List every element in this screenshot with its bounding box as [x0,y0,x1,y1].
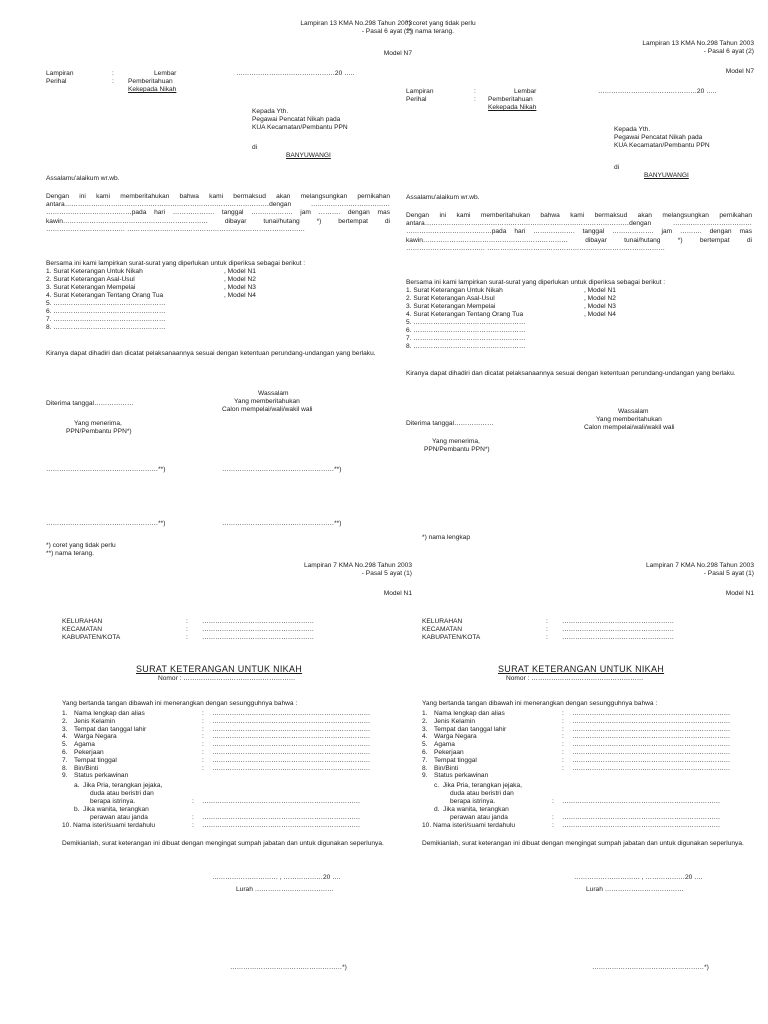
field-row: KELURAHAN : …………………………………………… [62,618,315,625]
list-item: 7. Tempat tinggal : ……………………………………………………………… [62,756,371,764]
colon: : [192,814,194,821]
field-row: KABUPATEN/KOTA : …………………………………………… [422,634,675,641]
calon-mempelai: Calon mempelai/wali/wakil wali [222,406,313,413]
signature-line: ……………………………………………**) [222,466,342,473]
nomor-line: Nomor : …………………………………………… [158,675,296,682]
sub-item-a: a. Jika Pria, terangkan jejaka, [74,782,163,789]
list-item: 4. Surat Keterangan Tentang Orang Tua , Model N4 [46,292,256,299]
date-line: ………………………………………20 ….. [236,70,355,77]
perihal-value: Pemberitahuan [488,96,533,103]
list-item: 6. Pekerjaan : ……………………………………………………………… [422,748,731,756]
colon: : [192,798,194,805]
region-fields [62,618,314,642]
field-row: KECAMATAN : …………………………………………… [422,626,675,633]
list-item: 8. …………………………………………… [46,324,166,331]
sub-item-c: c. Jika Pria, terangkan jejaka, [434,782,522,789]
wassalam: Wassalam [258,390,289,397]
list-item: 2. Surat Keterangan Asal-Usul , Model N2 [406,295,616,302]
list-item: 7. Tempat tinggal : ……………………………………………………………… [422,756,731,764]
list-item: 1. Surat Keterangan Untuk Nikah , Model N1 [406,287,616,294]
kua-text: KUA Kecamatan/Pembantu PPN [252,124,348,131]
list-item: 6. Pekerjaan : ……………………………………………………………… [62,748,371,756]
sub-item-d: d. Jika wanita, terangkan [434,806,509,813]
list-item: 5. Agama : ……………………………………………………………… [62,741,371,749]
fill-dots: ……………………………………………………………… [562,798,721,805]
signature-line: ……………………………………………*) [592,964,709,971]
model-label: Model N7 [725,68,754,75]
list-item: 9. Status perkawinan [62,772,129,780]
lembar-label: Lembar [154,70,177,77]
perihal-value-2: Kekepada Nikah [128,86,177,93]
sub-item-a-line-2: duda atau beristri dan [90,790,154,797]
closing-paragraph: Kiranya dapat dihadiri dan dicatat pelaksanaannya sesuai dengan ketentuan perundang-undangan yang berlaku. [406,370,736,377]
list-item: 5. …………………………………………… [46,300,166,307]
closing-paragraph: Kiranya dapat dihadiri dan dicatat pelaksanaannya sesuai dengan ketentuan perundang-undangan yang berlaku. [46,350,376,357]
attachment-list [406,287,616,351]
footnote-coret: *) coret yang tidak perlu [406,20,476,27]
fill-dots: ……………………………………………………………… [202,798,361,805]
city-text: BANYUWANGI [286,152,331,159]
kua-text: KUA Kecamatan/Pembantu PPN [614,142,710,149]
perihal-value: Pemberitahuan [128,78,173,85]
colon: : [552,814,554,821]
signature-line: ……………………………………………**) [46,466,166,473]
model-label: Model N7 [383,50,412,57]
sub-item-b: b. Jika wanita, terangkan [74,806,149,813]
pegawai-text: Pegawai Pencatat Nikah pada [252,116,341,123]
footnote-nama: **) nama terang. [46,550,95,557]
diterima-tanggal: Diterima tanggal……………… [46,400,134,407]
item-10: 10. Nama isteri/suami terdahulu [422,822,516,829]
reference-line-2: - Pasal 6 ayat (2) [703,48,754,55]
signature-line: ……………………………………………**) [46,520,166,527]
date-line: ………………………………………20 ….. [598,88,717,95]
footnote-lengkap: *) nama lengkap [422,534,471,541]
paragraph-2: Bersama ini kami lampirkan surat-surat yang diperlukan untuk diperiksa sebagai berikut : [46,260,306,267]
fill-dots: ……………………………………………………………… [562,822,721,829]
yang-memberitahukan: Yang memberitahukan [234,398,300,405]
nomor-line: Nomor : …………………………………………… [506,675,644,682]
wassalam: Wassalam [618,408,649,415]
data-list [422,710,730,780]
paragraph-1: Dengan ini kami memberitahukan bahwa kami bermaksud akan melangsungkan pernikahan antara…………………………………………………………………………………dengan ……………………………… …………………………………pada hari ………………. tanggal ………………. jam ………. dengan mas kawin………………………………………………………… dibayar tunai/hutang *) bertempat di ……………………………… ……………………………………………………………………… [406,212,752,252]
fill-dots: ……………………………………………………………… [562,814,721,821]
reference-line-1: Lampiran 13 KMA No.298 Tahun 2003 [300,20,412,27]
colon: : [552,822,554,829]
field-row: KELURAHAN : …………………………………………… [422,618,675,625]
list-item: 6. …………………………………………… [46,308,166,315]
data-list [62,710,370,780]
attachment-list [46,268,256,332]
greeting: Assalamu'alaikum wr.wb. [46,175,120,182]
perihal-value-2: Kekepada Nikah [488,104,537,111]
list-item: 5. …………………………………………… [406,319,526,326]
perihal-label: Perihal [46,78,67,85]
perihal-label: Perihal [406,96,427,103]
model-label: Model N1 [725,590,754,597]
di-text: di [614,164,620,171]
date-line: ………………………… , ………………20 …. [574,874,703,881]
list-item: 3. Surat Keterangan Mempelai , Model N3 [46,284,256,291]
list-item: 2. Surat Keterangan Asal-Usul , Model N2 [46,276,256,283]
list-item: 4. Surat Keterangan Tentang Orang Tua , Model N4 [406,311,616,318]
sub-item-b-line-2: perawan atau janda [90,814,148,821]
reference-line-2: - Pasal 5 ayat (1) [703,570,754,577]
list-item: 8. Bin/Binti : ……………………………………………………………… [422,764,731,772]
list-item: 5. Agama : ……………………………………………………………… [422,741,731,749]
yang-menerima: Yang menerima, [432,438,480,445]
ppn-label: PPN/Pembantu PPN*) [66,428,132,435]
list-item: 6. …………………………………………… [406,327,526,334]
list-item: 7. …………………………………………… [406,335,526,342]
list-item: 3. Tempat dan tanggal lahir : ……………………………………………………………… [62,725,371,733]
intro-text: Yang bertanda tangan dibawah ini menerangkan dengan sesungguhnya bahwa : [62,700,298,707]
list-item: 1. Nama lengkap dan alias : ……………………………………………………………… [422,710,731,717]
diterima-tanggal: Diterima tanggal……………… [406,420,494,427]
list-item: 8. …………………………………………… [406,343,526,350]
list-item: 8. Bin/Binti : ……………………………………………………………… [62,764,371,772]
yang-menerima: Yang menerima, [74,420,122,427]
list-item: 1. Nama lengkap dan alias : ……………………………………………………………… [62,710,371,717]
signature-line: ……………………………………………**) [222,520,342,527]
model-label: Model N1 [383,590,412,597]
list-item: 4. Warga Negara : ……………………………………………………………… [422,733,731,741]
footnote-nama: **) nama terang. [406,28,455,35]
calon-mempelai: Calon mempelai/wali/wakil wali [584,424,675,431]
sub-item-a-line-3: berapa istrinya. [90,798,136,805]
signature-line: ……………………………………………*) [230,964,347,971]
paragraph-1: Dengan ini kami memberitahukan bahwa kami bermaksud akan melangsungkan pernikahan antara…………………………………………………………………………………dengan ……………………………… …………………………………pada hari ………………. tanggal ………………. jam ………. dengan mas kawin………………………………………………………… dibayar tunai/hutang *) bertempat di ……………………………… ……………………………………………………………………… [46,193,390,233]
list-item: 4. Warga Negara : ……………………………………………………………… [62,733,371,741]
kepada-text: Kepada Yth. [614,126,651,133]
di-text: di [252,144,258,151]
list-item: 1. Surat Keterangan Untuk Nikah , Model N1 [46,268,256,275]
kepada-text: Kepada Yth. [252,108,289,115]
colon: : [474,96,476,103]
list-item: 7. …………………………………………… [46,316,166,323]
greeting: Assalamu'alaikum wr.wb. [406,194,480,201]
sub-item-d-line-2: perawan atau janda [450,814,508,821]
intro-text: Yang bertanda tangan dibawah ini menerangkan dengan sesungguhnya bahwa : [422,700,658,707]
document-title: SURAT KETERANGAN UNTUK NIKAH [136,664,303,674]
colon: : [112,70,114,77]
item-10: 10. Nama isteri/suami terdahulu [62,822,156,829]
list-item: 2. Jenis Kelamin : ……………………………………………………………… [62,717,371,725]
field-row: KABUPATEN/KOTA : …………………………………………… [62,634,315,641]
lembar-label: Lembar [514,88,537,95]
city-text: BANYUWANGI [644,172,689,179]
fill-dots: ……………………………………………………………… [202,822,361,829]
demikian-paragraph: Demikianlah, surat keterangan ini dibuat dengan mengingat sumpah jabatan dan untuk digunakan seperlunya. [62,840,384,847]
list-item: 9. Status perkawinan [422,772,489,780]
field-row: KECAMATAN : …………………………………………… [62,626,315,633]
ppn-label: PPN/Pembantu PPN*) [424,446,490,453]
colon: : [552,798,554,805]
yang-memberitahukan: Yang memberitahukan [596,416,662,423]
demikian-paragraph: Demikianlah, surat keterangan ini dibuat dengan mengingat sumpah jabatan dan untuk digunakan seperlunya. [422,840,744,847]
reference-line-1: Lampiran 7 KMA No.298 Tahun 2003 [303,562,412,569]
list-item: 3. Tempat dan tanggal lahir : ……………………………………………………………… [422,725,731,733]
lurah-line: Lurah ……………………………… [236,886,334,893]
reference-line-1: Lampiran 7 KMA No.298 Tahun 2003 [645,562,754,569]
paragraph-2: Bersama ini kami lampirkan surat-surat yang diperlukan untuk diperiksa sebagai berikut : [406,279,666,286]
lampiran-label: Lampiran [46,70,74,77]
lampiran-label: Lampiran [406,88,434,95]
footnote-coret: *) coret yang tidak perlu [46,542,116,549]
colon: : [474,88,476,95]
date-line: ………………………… , ………………20 …. [212,874,341,881]
lurah-line: Lurah ……………………………… [586,886,684,893]
reference-line-1: Lampiran 13 KMA No.298 Tahun 2003 [642,40,754,47]
colon: : [112,78,114,85]
region-fields [422,618,674,642]
list-item: 3. Surat Keterangan Mempelai , Model N3 [406,303,616,310]
fill-dots: ……………………………………………………………… [202,814,361,821]
list-item: 2. Jenis Kelamin : ……………………………………………………………… [422,717,731,725]
document-title: SURAT KETERANGAN UNTUK NIKAH [498,664,665,674]
pegawai-text: Pegawai Pencatat Nikah pada [614,134,703,141]
sub-item-c-line-3: berapa istrinya. [450,798,496,805]
sub-item-c-line-2: duda atau beristri dan [450,790,514,797]
colon: : [192,822,194,829]
reference-line-2: - Pasal 6 ayat (2) [361,28,412,35]
reference-line-2: - Pasal 5 ayat (1) [361,570,412,577]
